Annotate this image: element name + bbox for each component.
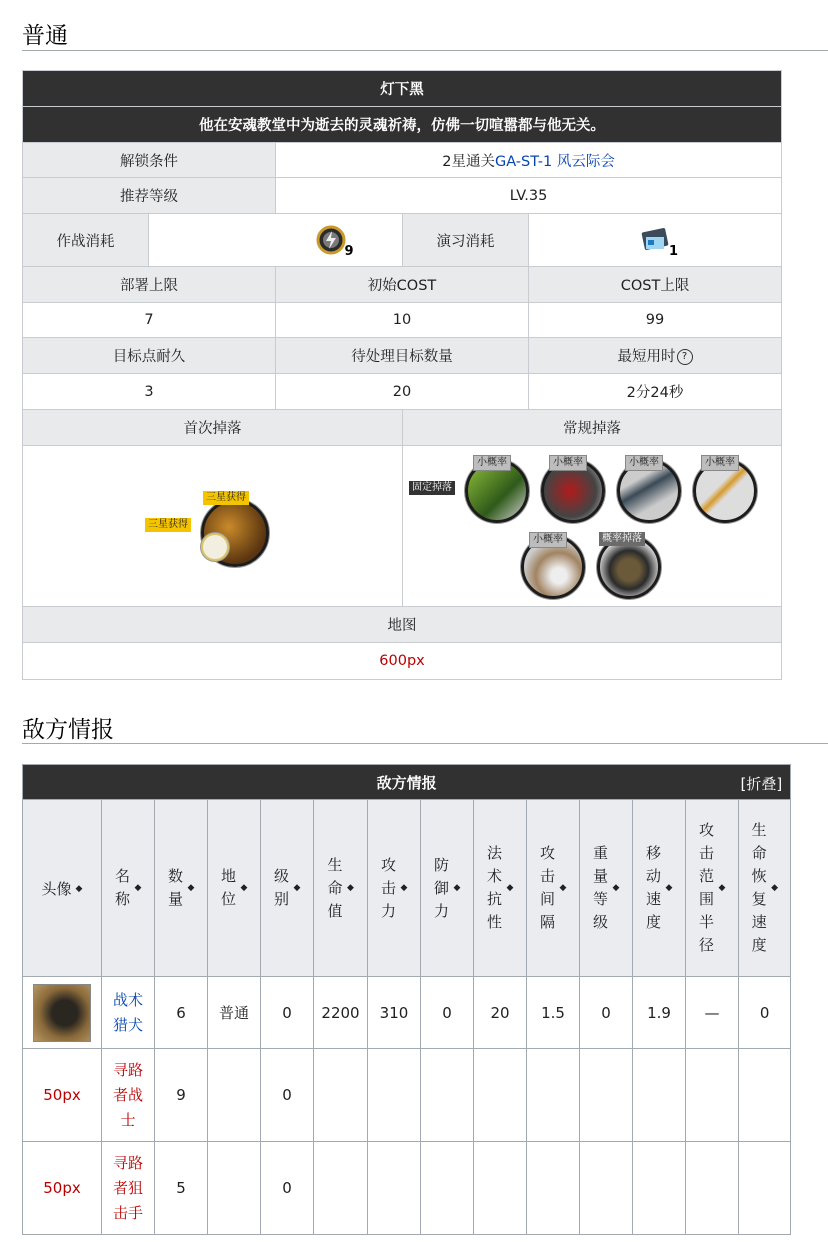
deploy-label: 部署上限 [23,267,276,303]
enemy-res: 20 [474,977,527,1049]
sort-icon[interactable]: ◆ [506,883,514,893]
enemy-rank: 普通 [208,977,261,1049]
regular-drop-cell [403,446,782,607]
enemy-hp [314,1142,368,1235]
enemy-hp [314,1049,368,1142]
battle-cost-cell [149,214,403,267]
practice-cost-value: 1 [668,244,679,259]
enemy-def: 0 [421,977,474,1049]
enemy-range [686,1049,739,1142]
col-header-rank[interactable]: 地位◆ [208,800,261,977]
durability-value: 3 [23,374,276,410]
sort-icon[interactable]: ◆ [559,883,567,893]
table-row [23,977,791,1049]
enemy-interval [527,1142,580,1235]
practice-ticket-icon [640,225,679,259]
enemy-weight: 0 [580,977,633,1049]
enemy-range: — [686,977,739,1049]
cost-cap-value: 99 [529,303,782,338]
unlock-label: 解锁条件 [23,143,276,178]
enemy-avatar-link[interactable]: 50px [43,1179,81,1197]
enemy-name-link[interactable]: 寻路者战士 [112,1060,143,1129]
sort-icon[interactable]: ◆ [718,883,726,893]
section-divider [22,50,828,51]
practice-cost-cell [529,214,782,267]
sort-icon[interactable]: ◆ [612,883,620,893]
unlock-stage-link[interactable]: GA-ST-1 风云际会 [494,153,615,170]
deploy-value: 7 [23,303,276,338]
first-drop-cell [23,446,403,607]
enemy-table-title: 敌方情报 [376,773,437,792]
unlock-value [276,143,782,178]
enemy-table-title-cell [23,765,791,800]
cost-cap-label: COST上限 [529,267,782,303]
enemy-atk [368,1142,421,1235]
sort-icon[interactable]: ◆ [187,883,195,893]
col-header-name[interactable]: 名称◆ [102,800,155,977]
col-header-interval[interactable]: 攻击间隔◆ [527,800,580,977]
sanity-icon [316,225,354,259]
init-cost-value: 10 [276,303,529,338]
sort-icon[interactable]: ◆ [453,883,461,893]
enemy-header-row [23,800,791,977]
first-drop-tag-b: 三星获得 [145,518,191,532]
enemy-weight [580,1142,633,1235]
col-header-res[interactable]: 法术抗性◆ [474,800,527,977]
battle-cost-value: 9 [344,244,354,259]
enemy-interval [527,1049,580,1142]
fixed-drop-tag: 固定掉落 [409,481,455,495]
enemy-name-link[interactable]: 寻路者狙击手 [112,1153,143,1222]
enemy-regen [739,1142,791,1235]
map-label: 地图 [23,607,782,643]
small-prob-tag-3: 小概率 [625,455,663,471]
pending-value: 20 [276,374,529,410]
sort-icon[interactable]: ◆ [134,883,142,893]
small-prob-tag-1: 小概率 [473,455,511,471]
sort-icon[interactable]: ◆ [771,883,779,893]
fastest-label: 最短用时 [617,349,676,365]
enemy-speed: 1.9 [633,977,686,1049]
enemy-speed [633,1049,686,1142]
col-header-hp[interactable]: 生命值◆ [314,800,368,977]
enemy-table [22,764,791,1235]
first-drop-label: 首次掉落 [23,410,403,446]
section-title-enemy: 敌方情报 [22,717,114,743]
collapse-toggle[interactable]: [折叠] [740,775,783,793]
section-title-normal: 普通 [22,23,68,49]
col-header-regen[interactable]: 生命恢复速度◆ [739,800,791,977]
stage-info-table [22,70,782,680]
col-header-atk[interactable]: 攻击力◆ [368,800,421,977]
enemy-name-link[interactable]: 战术猎犬 [112,990,143,1034]
enemy-level: 0 [261,1142,314,1235]
enemy-weight [580,1049,633,1142]
sort-icon[interactable]: ◆ [240,883,248,893]
col-header-range[interactable]: 攻击范围半径◆ [686,800,739,977]
col-header-def[interactable]: 防御力◆ [421,800,474,977]
enemy-avatar[interactable] [33,984,91,1042]
stage-name: 灯下黑 [23,71,782,107]
enemy-def [421,1142,474,1235]
enemy-interval: 1.5 [527,977,580,1049]
regular-drop-label: 常规掉落 [403,410,782,446]
stage-description: 他在安魂教堂中为逝去的灵魂祈祷，仿佛一切喧嚣都与他无关。 [23,107,782,143]
first-drop-badge-icon [201,533,229,561]
enemy-rank [208,1142,261,1235]
unlock-prefix: 2星通关 [442,153,495,170]
small-prob-tag-5: 小概率 [529,532,567,548]
fastest-value: 2分24秒 [529,374,782,410]
enemy-count: 9 [155,1049,208,1142]
enemy-count: 6 [155,977,208,1049]
enemy-hp: 2200 [314,977,368,1049]
enemy-avatar-cell [23,977,102,1049]
enemy-count: 5 [155,1142,208,1235]
init-cost-label: 初始COST [276,267,529,303]
enemy-speed [633,1142,686,1235]
sort-icon[interactable]: ◆ [665,883,673,893]
map-link[interactable]: 600px [379,653,425,669]
first-drop-tag-a: 三星获得 [203,491,249,505]
enemy-level: 0 [261,977,314,1049]
enemy-level: 0 [261,1049,314,1142]
sort-icon[interactable]: ◆ [293,883,301,893]
pending-label: 待处理目标数量 [276,338,529,374]
col-header-speed[interactable]: 移动速度◆ [633,800,686,977]
small-prob-tag-4: 小概率 [701,455,739,471]
col-header-weight[interactable]: 重量等级◆ [580,800,633,977]
enemy-atk: 310 [368,977,421,1049]
small-prob-tag-2: 小概率 [549,455,587,471]
table-row [23,1049,791,1142]
enemy-regen [739,1049,791,1142]
prob-drop-tag: 概率掉落 [599,532,645,546]
enemy-avatar-link[interactable]: 50px [43,1086,81,1104]
practice-cost-label: 演习消耗 [403,214,529,267]
level-value: LV.35 [276,178,782,214]
enemy-regen: 0 [739,977,791,1049]
enemy-res [474,1049,527,1142]
section-divider [22,743,828,744]
col-header-count[interactable]: 数量◆ [155,800,208,977]
fastest-label-cell [529,338,782,374]
col-header-level[interactable]: 级别◆ [261,800,314,977]
enemy-range [686,1142,739,1235]
sort-icon[interactable]: ◆ [347,883,354,893]
help-icon[interactable]: ? [677,349,693,365]
enemy-def [421,1049,474,1142]
battle-cost-label: 作战消耗 [23,214,149,267]
table-row [23,1142,791,1235]
sort-icon[interactable]: ◆ [75,884,83,894]
sort-icon[interactable]: ◆ [400,883,408,893]
enemy-atk [368,1049,421,1142]
durability-label: 目标点耐久 [23,338,276,374]
enemy-res [474,1142,527,1235]
col-header-avatar[interactable]: 头像 ◆ [23,800,102,977]
enemy-rank [208,1049,261,1142]
level-label: 推荐等级 [23,178,276,214]
